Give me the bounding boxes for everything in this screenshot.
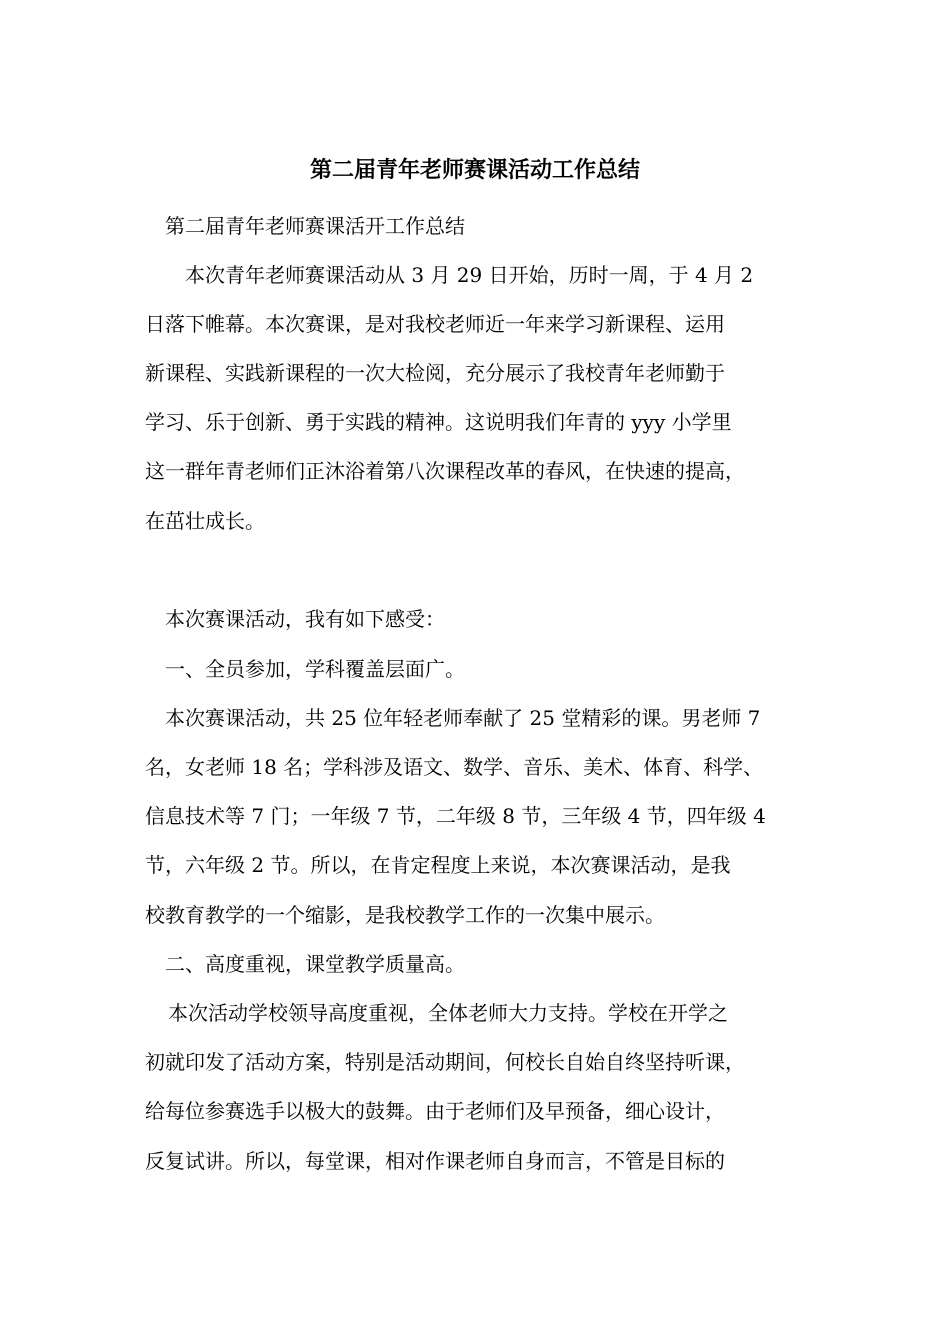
paragraph-line: 本次青年老师赛课活动从 3 月 29 日开始，历时一周，于 4 月 2 (185, 263, 754, 287)
paragraph-line: 给每位参赛选手以极大的鼓舞。由于老师们及早预备，细心设计， (145, 1099, 725, 1123)
paragraph-line: 学习、乐于创新、勇于实践的精神。这说明我们年青的 yyy 小学里 (145, 410, 732, 434)
paragraph-line: 日落下帷幕。本次赛课，是对我校老师近一年来学习新课程、运用 (145, 312, 725, 336)
document-title: 第二届青年老师赛课活动工作总结 (309, 157, 640, 183)
paragraph-line: 校教育教学的一个缩影，是我校教学工作的一次集中展示。 (145, 903, 665, 927)
paragraph-line: 本次赛课活动，我有如下感受： (165, 607, 445, 631)
paragraph-line: 在茁壮成长。 (145, 509, 265, 533)
paragraph-line: 反复试讲。所以，每堂课，相对作课老师自身而言，不管是目标的 (145, 1149, 725, 1173)
section-heading: 一、全员参加，学科覆盖层面广。 (165, 657, 465, 681)
paragraph-line: 名，女老师 18 名；学科涉及语文、数学、音乐、美术、体育、科学、 (145, 755, 764, 779)
paragraph-line: 信息技术等 7 门；一年级 7 节，二年级 8 节，三年级 4 节，四年级 4 (145, 804, 766, 828)
paragraph-line: 节，六年级 2 节。所以，在肯定程度上来说，本次赛课活动，是我 (145, 853, 731, 877)
paragraph-line: 本次活动学校领导高度重视，全体老师大力支持。学校在开学之 (168, 1001, 728, 1025)
section-heading: 二、高度重视，课堂教学质量高。 (165, 952, 465, 976)
paragraph-line: 这一群年青老师们正沐浴着第八次课程改革的春风，在快速的提高， (145, 459, 745, 483)
paragraph-line: 新课程、实践新课程的一次大检阅，充分展示了我校青年老师勤于 (145, 361, 725, 385)
paragraph-line: 初就印发了活动方案，特别是活动期间，何校长自始自终坚持听课， (145, 1050, 745, 1074)
subtitle-line: 第二届青年老师赛课活开工作总结 (165, 214, 465, 238)
paragraph-line: 本次赛课活动，共 25 位年轻老师奉献了 25 堂精彩的课。男老师 7 (165, 706, 761, 730)
